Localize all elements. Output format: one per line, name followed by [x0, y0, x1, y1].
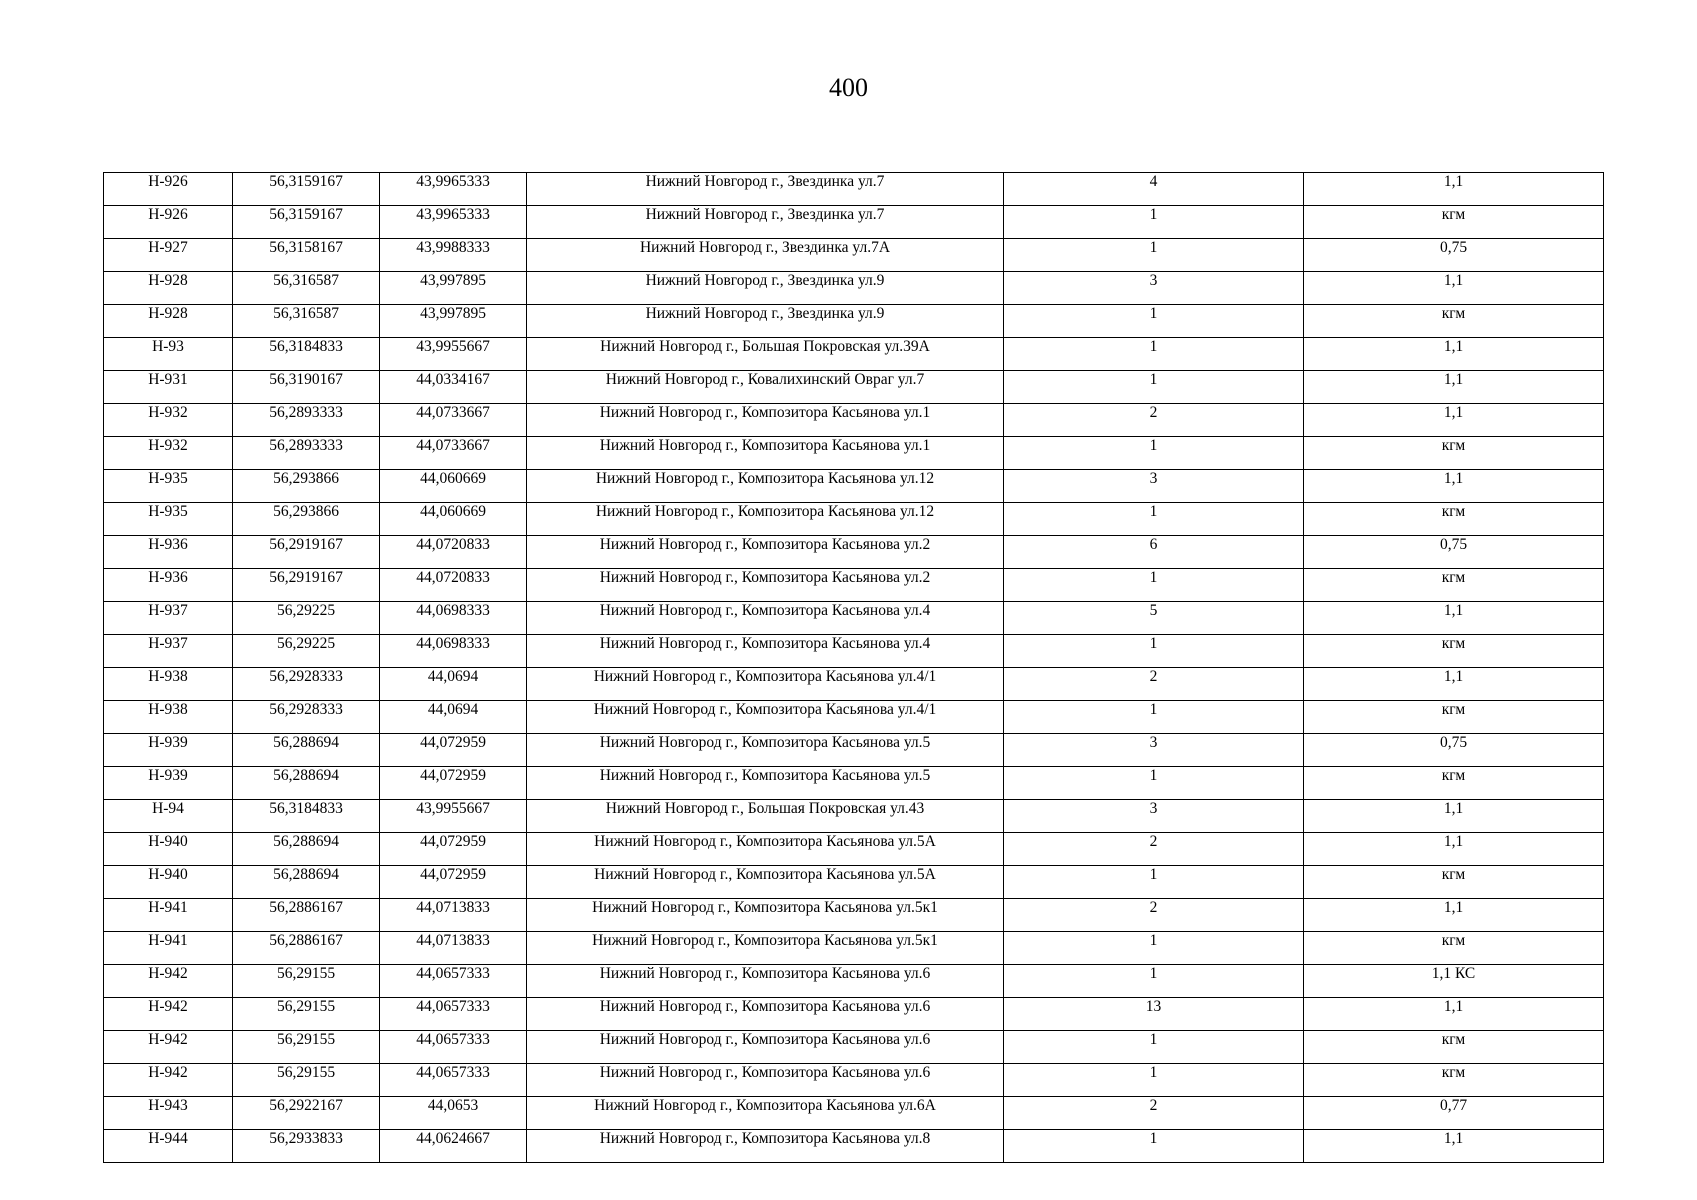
cell-volume: 1,1 — [1304, 800, 1604, 833]
cell-volume: 1,1 — [1304, 404, 1604, 437]
cell-volume: кгм — [1304, 866, 1604, 899]
cell-longitude: 44,0657333 — [380, 1031, 527, 1064]
cell-id: Н-926 — [104, 173, 233, 206]
cell-id: Н-938 — [104, 701, 233, 734]
cell-count: 1 — [1004, 437, 1304, 470]
cell-latitude: 56,29225 — [233, 635, 380, 668]
cell-id: Н-940 — [104, 833, 233, 866]
cell-longitude: 43,9988333 — [380, 239, 527, 272]
cell-latitude: 56,3190167 — [233, 371, 380, 404]
cell-volume: 0,75 — [1304, 734, 1604, 767]
table-row — [104, 338, 1604, 371]
cell-volume: 1,1 — [1304, 998, 1604, 1031]
cell-longitude: 44,0698333 — [380, 635, 527, 668]
table-row — [104, 833, 1604, 866]
cell-address: Нижний Новгород г., Композитора Касьянова ул.1 — [527, 437, 1004, 470]
cell-count: 4 — [1004, 173, 1304, 206]
cell-volume: кгм — [1304, 1064, 1604, 1097]
cell-longitude: 44,0657333 — [380, 965, 527, 998]
table-row — [104, 1097, 1604, 1130]
cell-count: 1 — [1004, 866, 1304, 899]
cell-longitude: 43,9965333 — [380, 173, 527, 206]
cell-address: Нижний Новгород г., Композитора Касьянова ул.5 — [527, 734, 1004, 767]
cell-count: 1 — [1004, 1064, 1304, 1097]
cell-address: Нижний Новгород г., Композитора Касьянова ул.1 — [527, 404, 1004, 437]
cell-id: Н-942 — [104, 965, 233, 998]
cell-id: Н-938 — [104, 668, 233, 701]
cell-id: Н-943 — [104, 1097, 233, 1130]
cell-longitude: 43,9955667 — [380, 338, 527, 371]
cell-id: Н-928 — [104, 305, 233, 338]
cell-count: 1 — [1004, 932, 1304, 965]
cell-latitude: 56,3159167 — [233, 173, 380, 206]
cell-latitude: 56,316587 — [233, 305, 380, 338]
table-row — [104, 998, 1604, 1031]
cell-address: Нижний Новгород г., Композитора Касьянова ул.6 — [527, 965, 1004, 998]
cell-address: Нижний Новгород г., Композитора Касьянова ул.6 — [527, 1031, 1004, 1064]
cell-id: Н-93 — [104, 338, 233, 371]
cell-id: Н-939 — [104, 767, 233, 800]
cell-address: Нижний Новгород г., Большая Покровская ул.43 — [527, 800, 1004, 833]
cell-count: 1 — [1004, 965, 1304, 998]
table-row — [104, 305, 1604, 338]
cell-latitude: 56,29155 — [233, 1031, 380, 1064]
cell-count: 3 — [1004, 470, 1304, 503]
cell-count: 1 — [1004, 338, 1304, 371]
table-row — [104, 932, 1604, 965]
cell-latitude: 56,293866 — [233, 503, 380, 536]
cell-address: Нижний Новгород г., Звездинка ул.9 — [527, 305, 1004, 338]
cell-volume: кгм — [1304, 635, 1604, 668]
cell-count: 1 — [1004, 503, 1304, 536]
table-body — [104, 173, 1604, 1163]
cell-longitude: 44,0694 — [380, 668, 527, 701]
cell-id: Н-937 — [104, 635, 233, 668]
cell-address: Нижний Новгород г., Композитора Касьянова ул.4/1 — [527, 668, 1004, 701]
cell-volume: кгм — [1304, 305, 1604, 338]
cell-id: Н-927 — [104, 239, 233, 272]
cell-latitude: 56,288694 — [233, 866, 380, 899]
cell-id: Н-937 — [104, 602, 233, 635]
cell-longitude: 44,0733667 — [380, 437, 527, 470]
table-row — [104, 536, 1604, 569]
cell-latitude: 56,316587 — [233, 272, 380, 305]
cell-id: Н-936 — [104, 536, 233, 569]
cell-id: Н-941 — [104, 899, 233, 932]
table-row — [104, 668, 1604, 701]
cell-address: Нижний Новгород г., Композитора Касьянова ул.12 — [527, 470, 1004, 503]
cell-volume: 0,77 — [1304, 1097, 1604, 1130]
cell-count: 3 — [1004, 800, 1304, 833]
table-row — [104, 272, 1604, 305]
cell-longitude: 44,0713833 — [380, 932, 527, 965]
cell-longitude: 44,0334167 — [380, 371, 527, 404]
cell-longitude: 44,0624667 — [380, 1130, 527, 1163]
cell-volume: кгм — [1304, 437, 1604, 470]
table-row — [104, 206, 1604, 239]
cell-latitude: 56,2933833 — [233, 1130, 380, 1163]
cell-volume: 1,1 — [1304, 602, 1604, 635]
table-row — [104, 866, 1604, 899]
cell-address: Нижний Новгород г., Звездинка ул.7 — [527, 206, 1004, 239]
cell-volume: кгм — [1304, 503, 1604, 536]
cell-latitude: 56,2922167 — [233, 1097, 380, 1130]
cell-latitude: 56,2886167 — [233, 932, 380, 965]
cell-address: Нижний Новгород г., Композитора Касьянова ул.4/1 — [527, 701, 1004, 734]
cell-count: 1 — [1004, 239, 1304, 272]
cell-latitude: 56,2893333 — [233, 437, 380, 470]
cell-latitude: 56,29155 — [233, 998, 380, 1031]
cell-latitude: 56,3184833 — [233, 800, 380, 833]
page-number: 400 — [829, 73, 868, 102]
cell-longitude: 44,0657333 — [380, 1064, 527, 1097]
cell-address: Нижний Новгород г., Композитора Касьянова ул.4 — [527, 602, 1004, 635]
cell-count: 2 — [1004, 668, 1304, 701]
cell-volume: кгм — [1304, 1031, 1604, 1064]
cell-longitude: 44,060669 — [380, 470, 527, 503]
cell-address: Нижний Новгород г., Композитора Касьянова ул.2 — [527, 569, 1004, 602]
cell-volume: 1,1 — [1304, 470, 1604, 503]
cell-address: Нижний Новгород г., Композитора Касьянова ул.5А — [527, 833, 1004, 866]
cell-count: 1 — [1004, 767, 1304, 800]
cell-latitude: 56,3158167 — [233, 239, 380, 272]
cell-volume: 1,1 — [1304, 173, 1604, 206]
cell-address: Нижний Новгород г., Ковалихинский Овраг ул.7 — [527, 371, 1004, 404]
table-row — [104, 899, 1604, 932]
cell-volume: 0,75 — [1304, 239, 1604, 272]
cell-latitude: 56,2919167 — [233, 569, 380, 602]
cell-id: Н-931 — [104, 371, 233, 404]
cell-longitude: 43,9965333 — [380, 206, 527, 239]
cell-address: Нижний Новгород г., Композитора Касьянова ул.4 — [527, 635, 1004, 668]
table-row — [104, 635, 1604, 668]
cell-latitude: 56,2919167 — [233, 536, 380, 569]
cell-longitude: 44,0720833 — [380, 569, 527, 602]
cell-latitude: 56,2893333 — [233, 404, 380, 437]
cell-id: Н-935 — [104, 503, 233, 536]
cell-latitude: 56,288694 — [233, 734, 380, 767]
cell-volume: 1,1 КС — [1304, 965, 1604, 998]
cell-latitude: 56,293866 — [233, 470, 380, 503]
cell-volume: 0,75 — [1304, 536, 1604, 569]
cell-address: Нижний Новгород г., Звездинка ул.9 — [527, 272, 1004, 305]
cell-id: Н-944 — [104, 1130, 233, 1163]
cell-count: 2 — [1004, 899, 1304, 932]
cell-id: Н-942 — [104, 1064, 233, 1097]
cell-longitude: 43,9955667 — [380, 800, 527, 833]
cell-count: 1 — [1004, 635, 1304, 668]
cell-count: 1 — [1004, 1031, 1304, 1064]
table-row — [104, 1130, 1604, 1163]
cell-id: Н-932 — [104, 437, 233, 470]
cell-longitude: 43,997895 — [380, 305, 527, 338]
cell-count: 3 — [1004, 272, 1304, 305]
cell-longitude: 44,0694 — [380, 701, 527, 734]
cell-longitude: 44,060669 — [380, 503, 527, 536]
cell-address: Нижний Новгород г., Композитора Касьянова ул.5А — [527, 866, 1004, 899]
cell-longitude: 44,0733667 — [380, 404, 527, 437]
cell-latitude: 56,3184833 — [233, 338, 380, 371]
cell-address: Нижний Новгород г., Композитора Касьянова ул.8 — [527, 1130, 1004, 1163]
cell-latitude: 56,3159167 — [233, 206, 380, 239]
cell-count: 1 — [1004, 569, 1304, 602]
table-row — [104, 503, 1604, 536]
cell-longitude: 44,072959 — [380, 767, 527, 800]
table-row — [104, 602, 1604, 635]
cell-longitude: 44,0720833 — [380, 536, 527, 569]
cell-id: Н-942 — [104, 1031, 233, 1064]
cell-id: Н-939 — [104, 734, 233, 767]
cell-id: Н-935 — [104, 470, 233, 503]
cell-address: Нижний Новгород г., Композитора Касьянова ул.5 — [527, 767, 1004, 800]
cell-latitude: 56,29155 — [233, 1064, 380, 1097]
cell-address: Нижний Новгород г., Композитора Касьянова ул.12 — [527, 503, 1004, 536]
table-row — [104, 1064, 1604, 1097]
cell-volume: 1,1 — [1304, 668, 1604, 701]
cell-address: Нижний Новгород г., Большая Покровская ул.39А — [527, 338, 1004, 371]
cell-count: 2 — [1004, 833, 1304, 866]
cell-count: 2 — [1004, 404, 1304, 437]
cell-id: Н-932 — [104, 404, 233, 437]
cell-count: 13 — [1004, 998, 1304, 1031]
cell-longitude: 44,0713833 — [380, 899, 527, 932]
cell-count: 1 — [1004, 701, 1304, 734]
cell-address: Нижний Новгород г., Композитора Касьянова ул.6 — [527, 998, 1004, 1031]
cell-count: 1 — [1004, 206, 1304, 239]
cell-count: 1 — [1004, 371, 1304, 404]
cell-count: 1 — [1004, 305, 1304, 338]
cell-longitude: 44,0657333 — [380, 998, 527, 1031]
cell-volume: 1,1 — [1304, 899, 1604, 932]
table-row — [104, 800, 1604, 833]
cell-volume: кгм — [1304, 569, 1604, 602]
table-row — [104, 470, 1604, 503]
cell-address: Нижний Новгород г., Композитора Касьянова ул.6А — [527, 1097, 1004, 1130]
table-row — [104, 734, 1604, 767]
cell-id: Н-926 — [104, 206, 233, 239]
cell-count: 2 — [1004, 1097, 1304, 1130]
cell-longitude: 43,997895 — [380, 272, 527, 305]
cell-volume: кгм — [1304, 701, 1604, 734]
table-row — [104, 239, 1604, 272]
cell-volume: кгм — [1304, 767, 1604, 800]
cell-latitude: 56,288694 — [233, 767, 380, 800]
table-row — [104, 701, 1604, 734]
cell-id: Н-940 — [104, 866, 233, 899]
table-row — [104, 965, 1604, 998]
data-table — [103, 172, 1604, 1163]
table-row — [104, 404, 1604, 437]
table-row — [104, 371, 1604, 404]
cell-longitude: 44,0698333 — [380, 602, 527, 635]
cell-latitude: 56,2928333 — [233, 668, 380, 701]
table-row — [104, 1031, 1604, 1064]
cell-volume: 1,1 — [1304, 338, 1604, 371]
cell-longitude: 44,072959 — [380, 833, 527, 866]
cell-id: Н-941 — [104, 932, 233, 965]
cell-volume: 1,1 — [1304, 833, 1604, 866]
cell-latitude: 56,29225 — [233, 602, 380, 635]
cell-longitude: 44,072959 — [380, 734, 527, 767]
cell-latitude: 56,288694 — [233, 833, 380, 866]
cell-address: Нижний Новгород г., Звездинка ул.7А — [527, 239, 1004, 272]
cell-count: 6 — [1004, 536, 1304, 569]
cell-latitude: 56,2928333 — [233, 701, 380, 734]
cell-count: 5 — [1004, 602, 1304, 635]
cell-address: Нижний Новгород г., Композитора Касьянова ул.2 — [527, 536, 1004, 569]
cell-longitude: 44,0653 — [380, 1097, 527, 1130]
cell-address: Нижний Новгород г., Композитора Касьянова ул.5к1 — [527, 899, 1004, 932]
cell-volume: кгм — [1304, 206, 1604, 239]
cell-id: Н-94 — [104, 800, 233, 833]
cell-volume: 1,1 — [1304, 272, 1604, 305]
cell-count: 3 — [1004, 734, 1304, 767]
cell-count: 1 — [1004, 1130, 1304, 1163]
cell-address: Нижний Новгород г., Композитора Касьянова ул.5к1 — [527, 932, 1004, 965]
table-row — [104, 437, 1604, 470]
cell-latitude: 56,29155 — [233, 965, 380, 998]
cell-id: Н-942 — [104, 998, 233, 1031]
table-row — [104, 173, 1604, 206]
table-row — [104, 569, 1604, 602]
cell-address: Нижний Новгород г., Звездинка ул.7 — [527, 173, 1004, 206]
cell-longitude: 44,072959 — [380, 866, 527, 899]
cell-volume: 1,1 — [1304, 371, 1604, 404]
table-row — [104, 767, 1604, 800]
cell-volume: кгм — [1304, 932, 1604, 965]
cell-id: Н-936 — [104, 569, 233, 602]
cell-address: Нижний Новгород г., Композитора Касьянова ул.6 — [527, 1064, 1004, 1097]
cell-id: Н-928 — [104, 272, 233, 305]
cell-latitude: 56,2886167 — [233, 899, 380, 932]
cell-volume: 1,1 — [1304, 1130, 1604, 1163]
